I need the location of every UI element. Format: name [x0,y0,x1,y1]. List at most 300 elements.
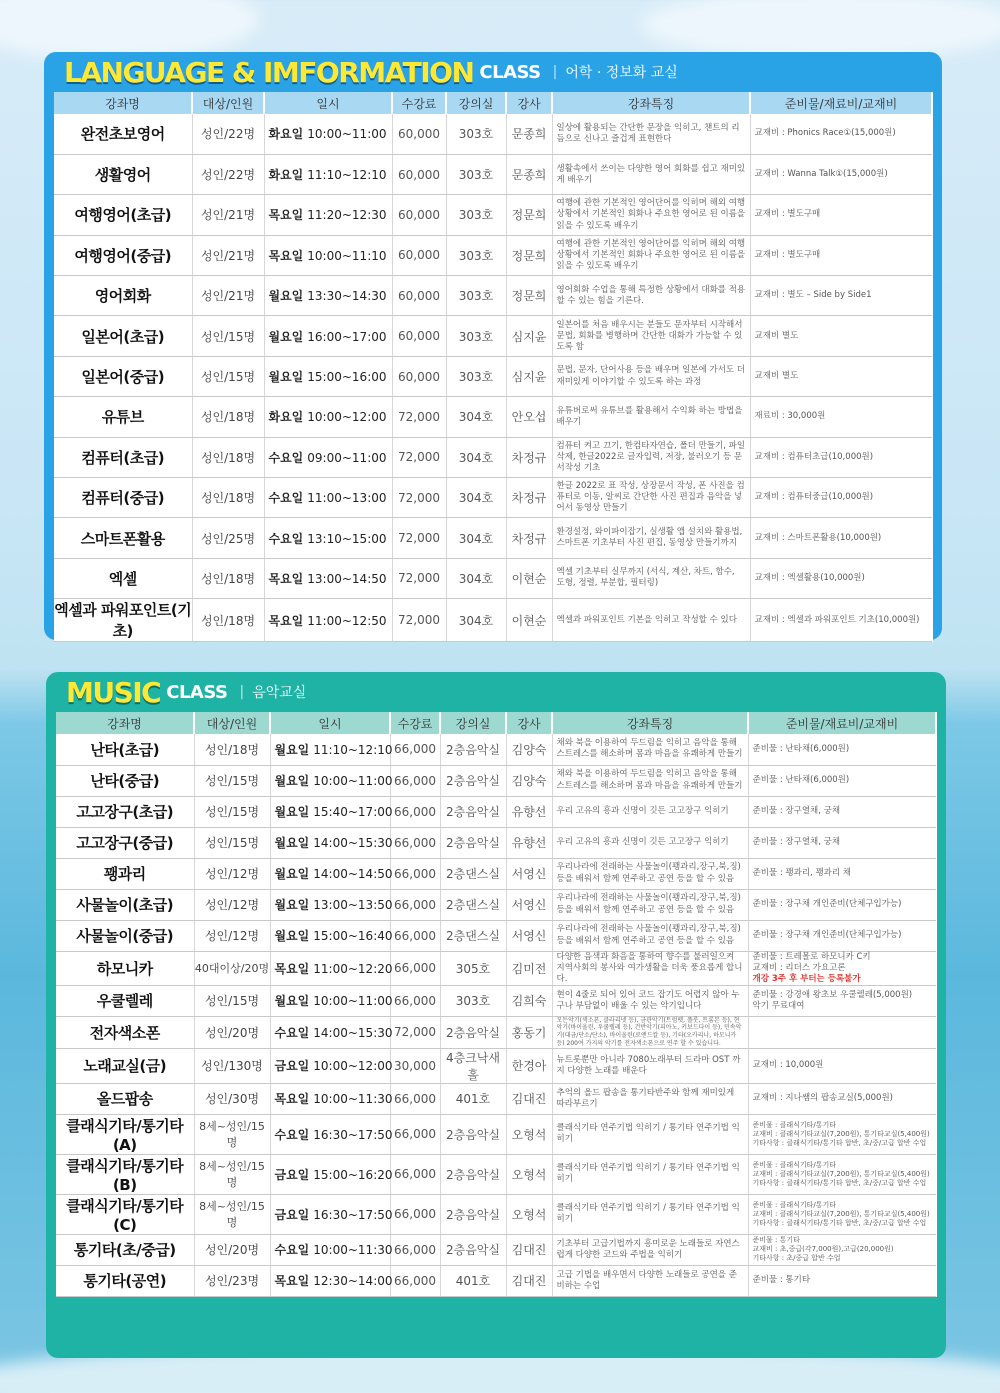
class-description: 일상에 활용되는 간단한 문장을 익히고, 챈트의 리듬으로 신나고 즐겁게 표현한다 [552,114,750,154]
class-description: 우리나라에 전래하는 사물놀이(꽹과리,장구,북,징)등을 배워서 함께 연주하고 공연 등을 할 수 있음 [552,889,748,920]
class-room: 2층음악실 [440,1016,506,1048]
column-header: 강좌특징 [552,92,750,114]
class-fee: 30,000 [390,1048,440,1083]
language-table-body [54,114,932,642]
language-class-panel [44,52,942,640]
class-fee: 66,000 [390,734,440,765]
class-description: 우리나라에 전래하는 사물놀이(꽹과리,장구,북,징)등을 배워서 함께 연주하고 공연 등을 할 수 있음 [552,920,748,951]
class-materials [748,1048,936,1083]
class-room: 401호 [440,1265,506,1296]
class-fee: 72,000 [392,518,446,558]
class-room: 401호 [440,1083,506,1114]
class-fee: 72,000 [392,599,446,642]
registration-warning: 개강 3주 후 부터는 등록불가 [752,973,861,984]
class-teacher: 김대진 [506,1265,552,1296]
class-schedule [264,316,392,356]
class-time: 13:10~15:00 [307,531,387,546]
class-schedule [270,1016,393,1048]
class-day: 화요일 [268,127,304,142]
class-materials [748,827,936,858]
class-schedule [270,1194,393,1234]
class-teacher: 유향선 [506,827,552,858]
table-row [54,316,932,356]
class-name: 클래식기타/통기타(B) [56,1154,194,1194]
class-target: 8세~성인/15명 [194,1194,270,1234]
class-day: 목요일 [274,1092,310,1107]
music-title-class: CLASS [166,681,228,703]
class-description: 채와 북을 이용하여 두드림을 익히고 음악을 통해 스트레스를 해소하며 몸과 마음을 유쾌하게 만들기 [552,734,748,765]
title-separator: | [552,64,558,80]
class-teacher: 서영신 [506,920,552,951]
class-day: 월요일 [274,805,310,819]
class-schedule [270,1265,393,1296]
table-row [56,1114,936,1154]
class-materials [748,1154,936,1194]
class-teacher: 오형석 [506,1154,552,1194]
class-fee: 66,000 [390,920,440,951]
table-row [54,558,932,598]
class-description: 뉴트롯뿐만 아니라 7080노래부터 드라마 OST 까지 다양한 노래를 배운다 [552,1048,748,1083]
class-room: 303호 [446,356,506,396]
class-materials: 교재비 : Phonics Race①(15,000원) [750,114,932,154]
class-time: 11:20~12:30 [307,208,387,223]
class-room: 303호 [446,154,506,194]
class-target: 성인/20명 [194,1234,270,1265]
table-row [54,437,932,477]
class-time: 10:00~11:00 [313,994,393,1009]
class-teacher: 차정규 [506,478,552,518]
column-header: 강좌명 [54,92,192,114]
column-header: 강좌명 [56,712,194,734]
class-fee: 60,000 [392,195,446,235]
material-line: 교재비 : 초,중급(각7,000원),고급(20,000원) [752,1245,894,1254]
class-day: 월요일 [274,929,310,943]
material-line: 준비물 : 장구열채, 궁채 [752,836,841,847]
class-fee: 60,000 [392,356,446,396]
class-fee: 66,000 [390,827,440,858]
language-title-korean: 어학 · 정보화 교실 [565,65,678,81]
class-materials: 교재비 : 엑셀활용(10,000원) [750,558,932,598]
material-line: 준비물 : 클래식기타/통기타 [752,1120,837,1129]
class-day: 목요일 [274,961,310,976]
class-day: 수요일 [268,450,304,465]
class-fee: 66,000 [390,1265,440,1296]
class-target: 성인/18명 [192,599,264,642]
material-line: 준비물 : 난타채(6,000원) [752,743,850,754]
class-time: 10:00~12:00 [313,1059,393,1074]
table-row [54,356,932,396]
class-description: 유튜버로써 유튜브를 활용해서 수익화 하는 방법을 배우기 [552,397,750,437]
class-schedule [264,114,392,154]
table-row [54,154,932,194]
class-time: 16:00~17:00 [307,329,387,344]
class-description: 우리나라에 전래하는 사물놀이(꽹과리,장구,북,징)등을 배워서 함께 연주하고 공연 등을 할 수 있음 [552,858,748,889]
language-title-class: CLASS [479,61,541,83]
class-materials [748,920,936,951]
class-day: 금요일 [274,1207,310,1222]
class-schedule [270,796,393,827]
class-time: 11:00~13:00 [307,491,387,506]
class-room: 304호 [446,518,506,558]
class-time: 11:10~12:10 [313,742,393,757]
class-name: 컴퓨터(초급) [54,437,192,477]
class-fee: 60,000 [392,276,446,316]
class-teacher: 홍동기 [506,1016,552,1048]
class-fee: 60,000 [392,235,446,275]
class-teacher: 한경아 [506,1048,552,1083]
class-room: 303호 [446,276,506,316]
class-room: 304호 [446,599,506,642]
class-materials [748,734,936,765]
class-target: 성인/12명 [194,889,270,920]
class-target: 성인/21명 [192,235,264,275]
class-name: 고고장구(중급) [56,827,194,858]
class-description: 클래식기타 연주기법 익히기 / 통기타 연주기법 익히기 [552,1114,748,1154]
class-name: 사물놀이(초급) [56,889,194,920]
material-line: 교재비 : 10,000원 [752,1060,824,1071]
class-room: 2층음악실 [440,1114,506,1154]
class-teacher: 김대진 [506,1083,552,1114]
class-target: 40대이상/20명 [194,951,270,985]
column-header: 강좌특징 [552,712,748,734]
class-time: 14:00~14:50 [313,867,393,881]
table-row [56,1016,936,1048]
class-name: 전자색소폰 [56,1016,194,1048]
material-line: 교재비 : 클래식기타교실(7,200원), 통기타교실(5,400원) [752,1209,930,1218]
class-schedule [270,1234,393,1265]
class-time: 12:30~14:00 [313,1274,393,1289]
class-teacher: 오형석 [506,1194,552,1234]
table-row [56,951,936,985]
class-description: 다양한 음색과 화음을 통하여 향수를 불러일으켜 지역사회의 봉사와 여가생활을 더욱 풍요롭게 합니다. [552,951,748,985]
class-schedule [270,858,393,889]
column-header: 대상/인원 [192,92,264,114]
class-materials: 교재비 별도 [750,316,932,356]
class-fee: 66,000 [390,1114,440,1154]
material-line: 준비물 : 통기타 [752,1275,811,1286]
class-teacher: 문종희 [506,114,552,154]
class-fee: 60,000 [392,154,446,194]
class-day: 목요일 [274,1274,310,1289]
language-panel-header [54,52,932,92]
class-materials: 교재비 : Wanna Talk①(15,000원) [750,154,932,194]
class-day: 수요일 [274,1127,310,1142]
class-teacher: 심지윤 [506,356,552,396]
class-target: 성인/22명 [192,114,264,154]
class-time: 16:30~17:50 [313,1207,393,1222]
class-target: 성인/12명 [194,920,270,951]
class-fee: 72,000 [392,437,446,477]
class-target: 성인/18명 [194,734,270,765]
material-line: 준비물 : 클래식기타/통기타 [752,1160,837,1169]
music-class-table [56,712,937,1297]
class-materials [748,858,936,889]
class-description: 모든악기(색소폰, 클라리넷 등), 금관악기(트럼펫, 플룻, 트롬본 등), 현악기(바이올린, 우쿨렐레 등), 건반악기(피아노, 키보드다이 등), 민속악기(대금/단소/단소), 바이올린(로엔드칼 등), 기타(오카리나, 하모니카 등) 200여 가지의 악기를 전자색소폰으로 연주 할 수 있습니다. [552,1016,748,1048]
class-description: 한글 2022로 표 작성, 상장문서 작성, 폰 사진을 컴퓨터로 이동, 알씨로 간단한 사진 편집과 음악을 넣어서 동영상 만들기 [552,478,750,518]
material-line: 준비물 : 장구채 개인준비(단체구입가능) [752,929,902,940]
table-row [56,889,936,920]
class-schedule [264,195,392,235]
music-title: MUSIC [66,675,161,709]
class-fee: 60,000 [392,316,446,356]
class-schedule [270,1154,393,1194]
material-line: 악기 무료대여 [752,1000,805,1011]
class-target: 성인/15명 [194,985,270,1016]
class-time: 10:00~11:00 [307,127,387,142]
class-fee: 66,000 [390,796,440,827]
class-time: 15:40~17:00 [313,805,393,819]
table-row [54,235,932,275]
class-room: 303호 [446,235,506,275]
class-fee: 66,000 [390,765,440,796]
class-target: 8세~성인/15명 [194,1154,270,1194]
class-day: 목요일 [268,208,304,223]
class-description: 여행에 관한 기본적인 영어단어를 익히며 해외 여행상황에서 기본적인 회화나 주요한 영어로 된 이름을 읽을 수 있도록 배우기 [552,195,750,235]
class-teacher: 김대진 [506,1234,552,1265]
class-target: 성인/21명 [192,195,264,235]
class-materials: 재료비 : 30,000원 [750,397,932,437]
class-fee: 72,000 [392,558,446,598]
class-target: 성인/15명 [192,356,264,396]
class-schedule [270,920,393,951]
class-teacher: 정문희 [506,195,552,235]
class-schedule [264,518,392,558]
class-name: 여행영어(중급) [54,235,192,275]
class-description: 엑셀 기초부터 실무까지 (서식, 계산, 차트, 함수, 도형, 정렬, 부분합, 필터링) [552,558,750,598]
class-description: 생활속에서 쓰이는 다양한 영어 회화를 쉽고 재미있게 배우기 [552,154,750,194]
class-description: 채와 북을 이용하여 두드림을 익히고 음악을 통해 스트레스를 해소하며 몸과 마음을 유쾌하게 만들기 [552,765,748,796]
class-time: 13:00~13:50 [313,898,393,912]
class-schedule [264,397,392,437]
class-materials [748,1194,936,1234]
table-row [54,518,932,558]
class-time: 16:30~17:50 [313,1127,393,1142]
language-class-table [54,92,933,642]
class-time: 10:00~11:30 [313,1092,393,1107]
table-row [54,478,932,518]
material-line: 준비물 : 트레몰로 하모니카 C키 [752,951,871,962]
class-description: 우리 고유의 흥과 신명이 깃든 고고장구 익히기 [552,796,748,827]
class-teacher: 차정규 [506,437,552,477]
class-fee: 66,000 [390,951,440,985]
class-name: 꽹과리 [56,858,194,889]
class-target: 성인/18명 [192,437,264,477]
table-row [56,796,936,827]
class-room: 304호 [446,437,506,477]
class-day: 수요일 [268,491,304,506]
class-day: 월요일 [274,898,310,912]
class-materials: 교재비 별도 [750,356,932,396]
class-fee: 66,000 [390,889,440,920]
material-line: 준비물 : 통기타 [752,1236,800,1245]
class-fee: 66,000 [390,858,440,889]
class-schedule [270,1048,393,1083]
class-room: 303호 [446,195,506,235]
class-name: 클래식기타/통기타(A) [56,1114,194,1154]
class-time: 10:00~11:30 [313,1243,393,1258]
music-panel-header [56,672,936,712]
class-target: 성인/15명 [192,316,264,356]
class-schedule [264,356,392,396]
class-teacher: 차정규 [506,518,552,558]
class-name: 올드팝송 [56,1083,194,1114]
material-line: 준비물 : 장구채 개인준비(단체구입가능) [752,898,902,909]
column-header: 수강료 [390,712,440,734]
class-name: 난타(중급) [56,765,194,796]
class-materials [748,1234,936,1265]
class-teacher: 유향선 [506,796,552,827]
table-row [54,599,932,642]
class-room: 2층댄스실 [440,920,506,951]
class-name: 완전초보영어 [54,114,192,154]
class-description: 영어회화 수업을 통해 특정한 상황에서 대화를 적용할 수 있는 힘을 기른다. [552,276,750,316]
class-time: 11:10~12:10 [307,168,387,183]
class-day: 목요일 [268,248,304,263]
table-row [56,1234,936,1265]
class-time: 15:00~16:20 [313,1167,393,1182]
class-description: 우리 고유의 흥과 신명이 깃든 고고장구 익히기 [552,827,748,858]
class-room: 303호 [440,985,506,1016]
class-room: 2층음악실 [440,734,506,765]
class-schedule [270,765,393,796]
table-header-row [56,712,936,734]
table-row [56,920,936,951]
class-time: 10:00~12:00 [307,410,387,425]
class-time: 10:00~11:10 [307,248,387,263]
class-teacher: 정문희 [506,276,552,316]
material-line: 교재비 : 클래식기타교실(7,200원), 통기타교실(5,400원) [752,1129,930,1138]
class-description: 컴퓨터 켜고 끄기, 한컴타자연습, 폴더 만들기, 파일 삭제, 한글2022로 글자입력, 저장, 불러오기 등 문서작성 기초 [552,437,750,477]
class-room: 2층음악실 [440,796,506,827]
class-teacher: 김양숙 [506,765,552,796]
class-room: 2층음악실 [440,1234,506,1265]
class-materials: 교재비 : 별도구매 [750,195,932,235]
table-row [56,1048,936,1083]
column-header: 강사 [506,92,552,114]
class-teacher: 서영신 [506,858,552,889]
class-target: 성인/12명 [194,858,270,889]
class-materials: 교재비 : 별도구매 [750,235,932,275]
table-row [56,734,936,765]
class-room: 2층댄스실 [440,858,506,889]
class-fee: 66,000 [390,1234,440,1265]
class-day: 월요일 [274,774,310,788]
class-description: 추억의 올드 팝송을 통기타반주와 함께 재미있게 따라부르기 [552,1083,748,1114]
class-target: 성인/18명 [192,397,264,437]
class-fee: 72,000 [392,478,446,518]
class-name: 통기타(공연) [56,1265,194,1296]
class-schedule [264,437,392,477]
class-description: 고급 기법을 배우면서 다양한 노래들로 공연을 준비하는 수업 [552,1265,748,1296]
column-header: 강의실 [446,92,506,114]
class-target: 성인/18명 [192,558,264,598]
class-target: 성인/15명 [194,765,270,796]
class-room: 2층음악실 [440,1154,506,1194]
class-name: 일본어(초급) [54,316,192,356]
class-teacher: 정문희 [506,235,552,275]
column-header: 준비물/재료비/교재비 [750,92,932,114]
table-row [56,1083,936,1114]
class-name: 엑셀 [54,558,192,598]
class-day: 목요일 [268,571,304,586]
class-materials [748,1083,936,1114]
class-name: 엑셀과 파워포인트(기초) [54,599,192,642]
class-name: 생활영어 [54,154,192,194]
class-materials [748,985,936,1016]
class-name: 고고장구(초급) [56,796,194,827]
column-header: 일시 [264,92,392,114]
class-schedule [270,985,393,1016]
table-row [56,1265,936,1296]
class-materials: 교재비 : 컴퓨터초급(10,000원) [750,437,932,477]
class-teacher: 이현순 [506,599,552,642]
class-teacher: 김미전 [506,951,552,985]
class-schedule [264,478,392,518]
class-materials [748,1265,936,1296]
table-row [54,397,932,437]
material-line: 기타사항 : 초/중급 합반 수업 [752,1254,841,1263]
class-teacher: 안오섭 [506,397,552,437]
title-separator: | [239,684,245,700]
class-time: 09:00~11:00 [307,450,387,465]
music-class-panel [46,672,946,1358]
class-time: 15:00~16:40 [313,929,393,943]
class-materials: 교재비 : 엑셀과 파워포인트 기초(10,000원) [750,599,932,642]
class-materials [748,765,936,796]
class-time: 11:00~12:20 [313,961,393,976]
class-fee: 66,000 [390,1083,440,1114]
class-name: 난타(초급) [56,734,194,765]
class-name: 노래교실(금) [56,1048,194,1083]
class-materials [748,1114,936,1154]
class-name: 컴퓨터(중급) [54,478,192,518]
class-day: 금요일 [274,1167,310,1182]
class-name: 하모니카 [56,951,194,985]
class-day: 목요일 [268,613,304,628]
column-header: 강사 [506,712,552,734]
class-schedule [264,276,392,316]
class-day: 화요일 [268,410,304,425]
class-target: 성인/20명 [194,1016,270,1048]
class-name: 클래식기타/통기타(C) [56,1194,194,1234]
class-room: 2층댄스실 [440,889,506,920]
material-line: 준비물 : 장구열채, 궁채 [752,805,841,816]
class-materials [748,1016,936,1048]
class-day: 수요일 [274,1025,310,1040]
class-schedule [264,558,392,598]
class-description: 엑셀과 파워포인트 기본을 익히고 작성할 수 있다 [552,599,750,642]
class-room: 2층음악실 [440,765,506,796]
class-target: 성인/22명 [192,154,264,194]
material-line: 교재비 : 지나쌤의 팝송교실(5,000원) [752,1093,893,1104]
class-target: 8세~성인/15명 [194,1114,270,1154]
language-title: LANGUAGE & IMFORMATION [64,55,474,89]
material-line: 준비물 : 꽹과리, 꽹과리 채 [752,867,851,878]
music-table-body [56,734,936,1296]
class-name: 여행영어(초급) [54,195,192,235]
class-description: 기초부터 고급기법까지 흥미로운 노래들로 자연스럽게 다양한 코드와 주법을 익히기 [552,1234,748,1265]
class-description: 일본어를 처음 배우시는 분들도 문자부터 시작해서 문법, 회화를 병행하며 간단한 대화가 가능할 수 있도록 함 [552,316,750,356]
class-name: 통기타(초/중급) [56,1234,194,1265]
class-schedule [270,734,393,765]
class-day: 월요일 [274,742,310,757]
class-room: 305호 [440,951,506,985]
class-description: 문법, 문자, 단어사용 등을 배우며 일본에 가서도 더 재미있게 이야기할 수 있도록 하는 과정 [552,356,750,396]
class-day: 금요일 [274,1059,310,1074]
class-room: 2층음악실 [440,1194,506,1234]
class-fee: 60,000 [392,114,446,154]
class-target: 성인/18명 [192,478,264,518]
